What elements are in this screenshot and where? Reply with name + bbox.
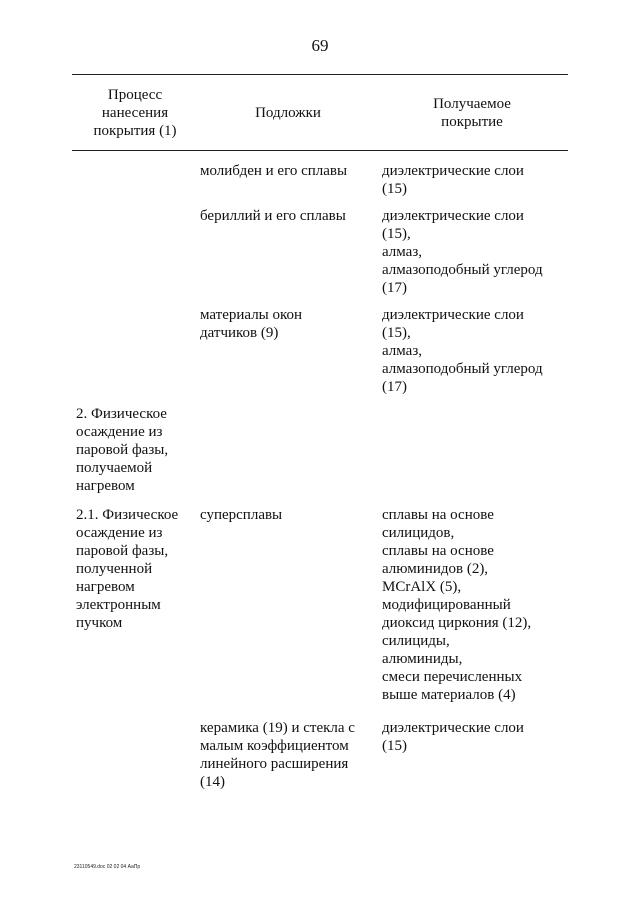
footer-file-reference: 23110549.doc 02 02 04 АаПр	[74, 864, 141, 870]
row-5-process: 2.1. Физическое осаждение из паровой фазы, полученной нагревом электронным пучком	[76, 507, 179, 631]
header-substrates: Подложки	[255, 105, 321, 121]
row-4-process: 2. Физическое осаждение из паровой фазы, получаемой нагревом	[76, 406, 169, 494]
row-5-coating: сплавы на основе силицидов, сплавы на основе алюминидов (2), MCrAlX (5), модифицированный диоксид циркония (12), силициды, алюминиды, смеси перечисленных выше материалов (4)	[382, 507, 532, 703]
header-coating: Получаемое покрытие	[433, 96, 511, 130]
row-1-coating: диэлектрические слои (15)	[382, 163, 524, 197]
row-2-coating: диэлектрические слои (15), алмаз, алмазоподобный углерод (17)	[382, 208, 543, 296]
row-3-coating: диэлектрические слои (15), алмаз, алмазоподобный углерод (17)	[382, 307, 543, 395]
page-number: 69	[311, 36, 329, 55]
row-1-substrate: молибден и его сплавы	[200, 163, 348, 179]
table-top-rule	[72, 74, 568, 75]
row-2-substrate: бериллий и его сплавы	[200, 208, 346, 224]
row-3-substrate: материалы окон датчиков (9)	[200, 307, 303, 341]
row-6-substrate: керамика (19) и стекла с малым коэффициентом линейного расширения (14)	[200, 720, 355, 790]
row-6-coating: диэлектрические слои (15)	[382, 720, 524, 754]
row-5-substrate: суперсплавы	[200, 507, 283, 523]
table-header-rule	[72, 150, 568, 151]
header-process: Процесс нанесения покрытия (1)	[93, 87, 177, 139]
